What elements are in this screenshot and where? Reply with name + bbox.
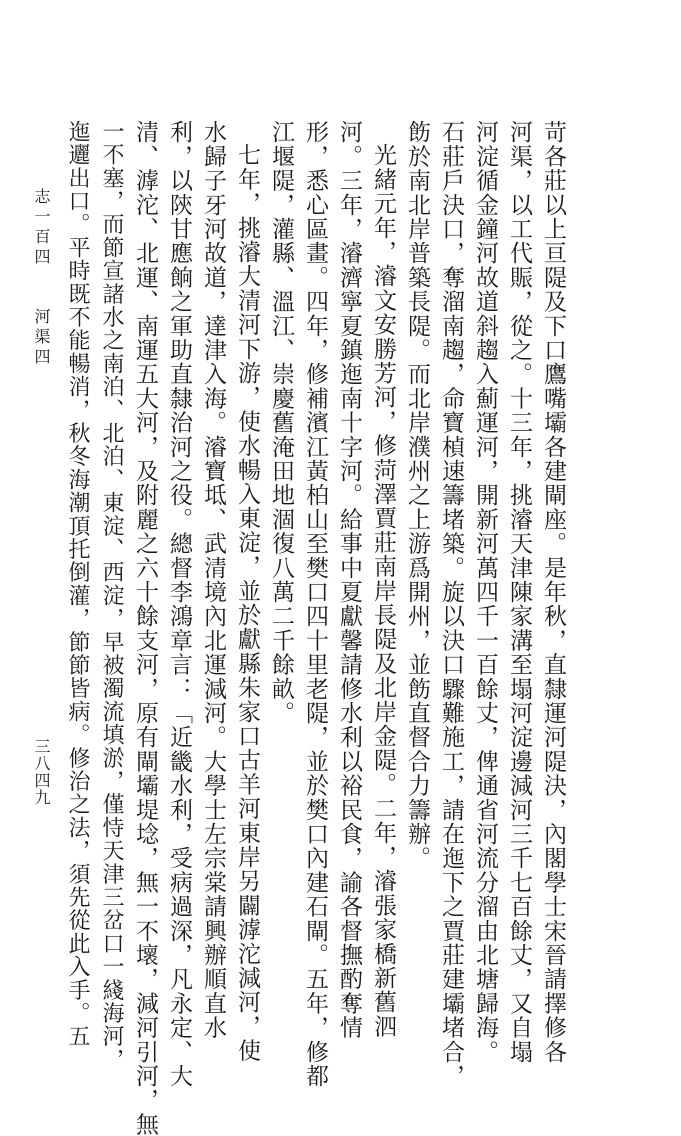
text-column-8: 形，悉心區畫。四年，修補濱江黃柏山至樊口四十里老隄，並於樊口內建石閘。五年，修都 xyxy=(302,120,328,1088)
text-column-6: 光緒元年，濬文安勝芳河，修菏澤賈莊南岸長隄及北岸金隄。二年，濬張家橋新舊泗 xyxy=(370,143,396,1039)
text-column-1: 苛各莊以上亘隄及下口鷹嘴壩各建閘座。是年秋，直隸運河隄決，內閣學士宋晉請擇修各 xyxy=(540,120,566,1064)
text-column-9: 江堰隄，灌縣、溫江、崇慶舊淹田地涸復八萬二千餘畝。 xyxy=(268,120,294,725)
text-column-14: 一不塞，而節宣諸水之南泊、北泊、東淀、西淀，早被濁流填淤，僅恃天津三岔口一綫海河， xyxy=(99,120,124,1072)
header-section: 志一百四 xyxy=(32,188,51,268)
text-column-11: 水歸子牙河故道，達津入海。濬寶坻、武清境內北運減河。大學士左宗棠請興辦順直水 xyxy=(200,120,226,1040)
running-header xyxy=(30,188,53,368)
text-column-10: 七年，挑濬大清河下游，使水暢入東淀，並於獻縣朱家口古羊河東岸另闢滹沱減河，使 xyxy=(234,143,260,1063)
page-number: 三八四九 xyxy=(32,738,51,806)
text-column-5: 飭於南北岸普築長隄。而北岸濮州之上游爲開州，並飭直督合力籌辦。 xyxy=(404,120,430,871)
text-column-13: 清、滹沱、北運、南運五大河，及附麗之六十餘支河，原有閘壩堤埝，無一不壞，減河引河，無 xyxy=(132,120,158,1136)
text-column-2: 河渠，以工代賑，從之。十三年，挑濬天津陳家溝至塌河淀邊減河三千七百餘丈，又自塌 xyxy=(506,120,532,1064)
text-column-7: 河。三年，濬濟寧夏鎮迤南十字河。給事中夏獻馨請修水利以裕民食，諭各督撫酌奪情 xyxy=(336,120,362,1040)
text-column-3: 河淀循金鐘河故道斜趨入薊運河，開新河萬四千一百餘丈，俾通省河流分溜由北塘歸海。 xyxy=(472,120,498,1064)
header-gap xyxy=(32,268,51,308)
text-column-4: 石莊戶決口，奪溜南趨，命寶楨速籌堵築。旋以決口驟難施工，請在迤下之賈莊建壩堵合， xyxy=(438,120,464,1088)
text-column-15: 迤邐出口。平時既不能暢消，秋冬海潮頂托倒灌，節節皆病。修治之法，須先從此入手。五 xyxy=(65,120,90,1048)
header-title: 河渠四 xyxy=(32,308,51,368)
text-column-12: 利，以陝甘應餉之軍助直隸治河之役。總督李鴻章言：「近畿水利，受病過深，凡永定、大 xyxy=(166,120,192,1088)
